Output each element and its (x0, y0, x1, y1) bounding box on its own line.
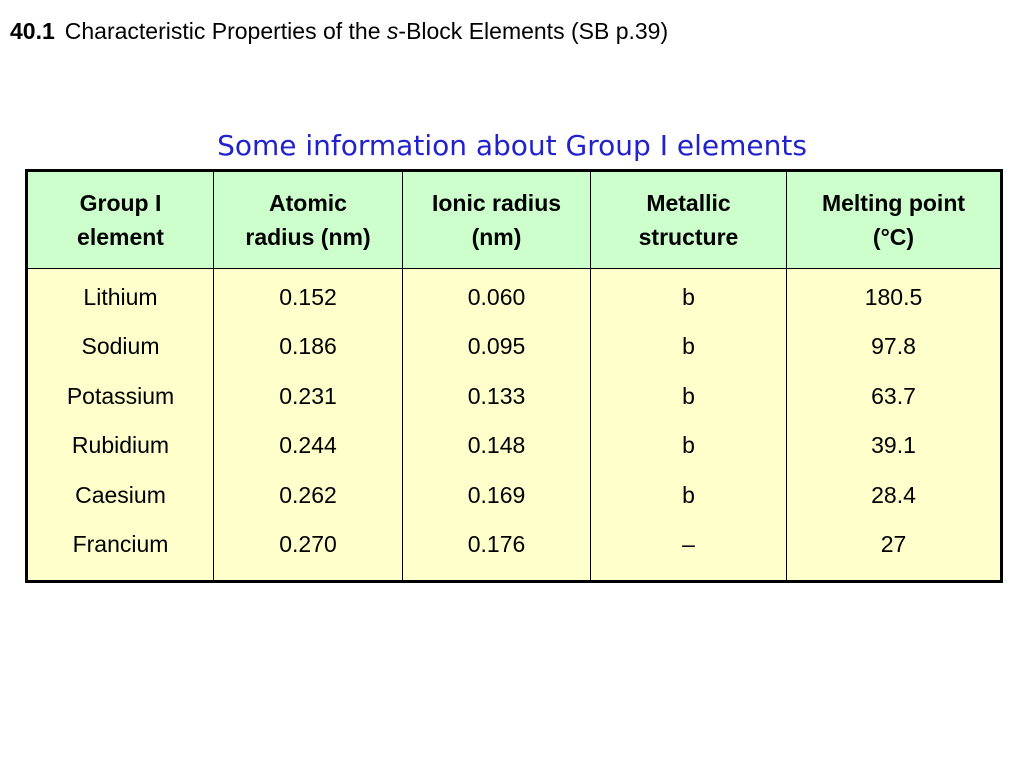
melting-point-value: 39.1 (871, 432, 916, 459)
element-column-cell (27, 269, 214, 582)
ionic-radius-value: 0.133 (467, 382, 526, 409)
ionic-radius-value: 0.060 (467, 284, 526, 310)
column-header-line: structure (638, 224, 739, 250)
ionic-radius-value: 0.095 (467, 333, 526, 360)
element-name: Lithium (83, 284, 158, 310)
group-one-elements-table (25, 169, 1003, 583)
atomic-radius-value: 0.186 (279, 333, 337, 360)
table-caption: Some information about Group I elements (217, 129, 807, 162)
atomic-radius-value: 0.262 (279, 481, 337, 508)
table-header-row (27, 171, 1002, 269)
ionic-radius-column-cell (403, 269, 591, 582)
column-header-line: Atomic (269, 190, 347, 216)
atomic-radius-value: 0.270 (279, 531, 337, 558)
atomic-radius-value: 0.244 (279, 432, 337, 459)
section-number: 40.1 (10, 18, 55, 44)
metallic-structure-value: – (682, 531, 695, 558)
element-name: Francium (72, 531, 169, 558)
melting-point-value: 28.4 (871, 481, 916, 508)
title-text-before: Characteristic Properties of the (64, 18, 387, 44)
column-header-line: Group I (79, 190, 162, 216)
ionic-radius-value: 0.148 (467, 432, 526, 459)
title-italic-s: s (386, 18, 399, 44)
metallic-structure-value: b (682, 382, 695, 409)
table-body-row (27, 269, 1002, 582)
element-name: Rubidium (71, 432, 170, 459)
melting-point-column-cell (787, 269, 1002, 582)
melting-point-value: 97.8 (871, 333, 916, 360)
column-header-line: Metallic (646, 190, 731, 216)
melting-point-value: 63.7 (871, 382, 916, 409)
metallic-structure-value: b (682, 481, 695, 508)
atomic-radius-column-cell (214, 269, 403, 582)
column-header-atomic-radius (214, 171, 403, 269)
melting-point-value: 27 (880, 531, 907, 558)
column-header-line: Ionic radius (431, 190, 562, 216)
metallic-structure-column-cell (591, 269, 787, 582)
column-header-element (27, 171, 214, 269)
element-name: Caesium (75, 481, 166, 508)
metallic-structure-value: b (682, 333, 695, 360)
ionic-radius-value: 0.169 (467, 481, 526, 508)
title-text-after: -Block Elements (SB p.39) (398, 18, 669, 44)
column-header-metallic-structure (591, 171, 787, 269)
melting-point-value: 180.5 (864, 284, 923, 310)
element-name: Potassium (66, 382, 175, 409)
atomic-radius-value: 0.231 (279, 382, 337, 409)
slide-header (10, 16, 668, 46)
metallic-structure-value: b (682, 284, 695, 310)
element-name: Sodium (81, 333, 160, 360)
column-header-melting-point (787, 171, 1002, 269)
column-header-line: radius (nm) (245, 224, 371, 250)
ionic-radius-value: 0.176 (467, 531, 526, 558)
column-header-ionic-radius (403, 171, 591, 269)
column-header-line: (nm) (471, 224, 522, 250)
column-header-line: Melting point (821, 190, 966, 216)
column-header-line: (°C) (872, 224, 915, 250)
atomic-radius-value: 0.152 (279, 284, 337, 310)
column-header-line: element (77, 224, 164, 250)
metallic-structure-value: b (682, 432, 695, 459)
